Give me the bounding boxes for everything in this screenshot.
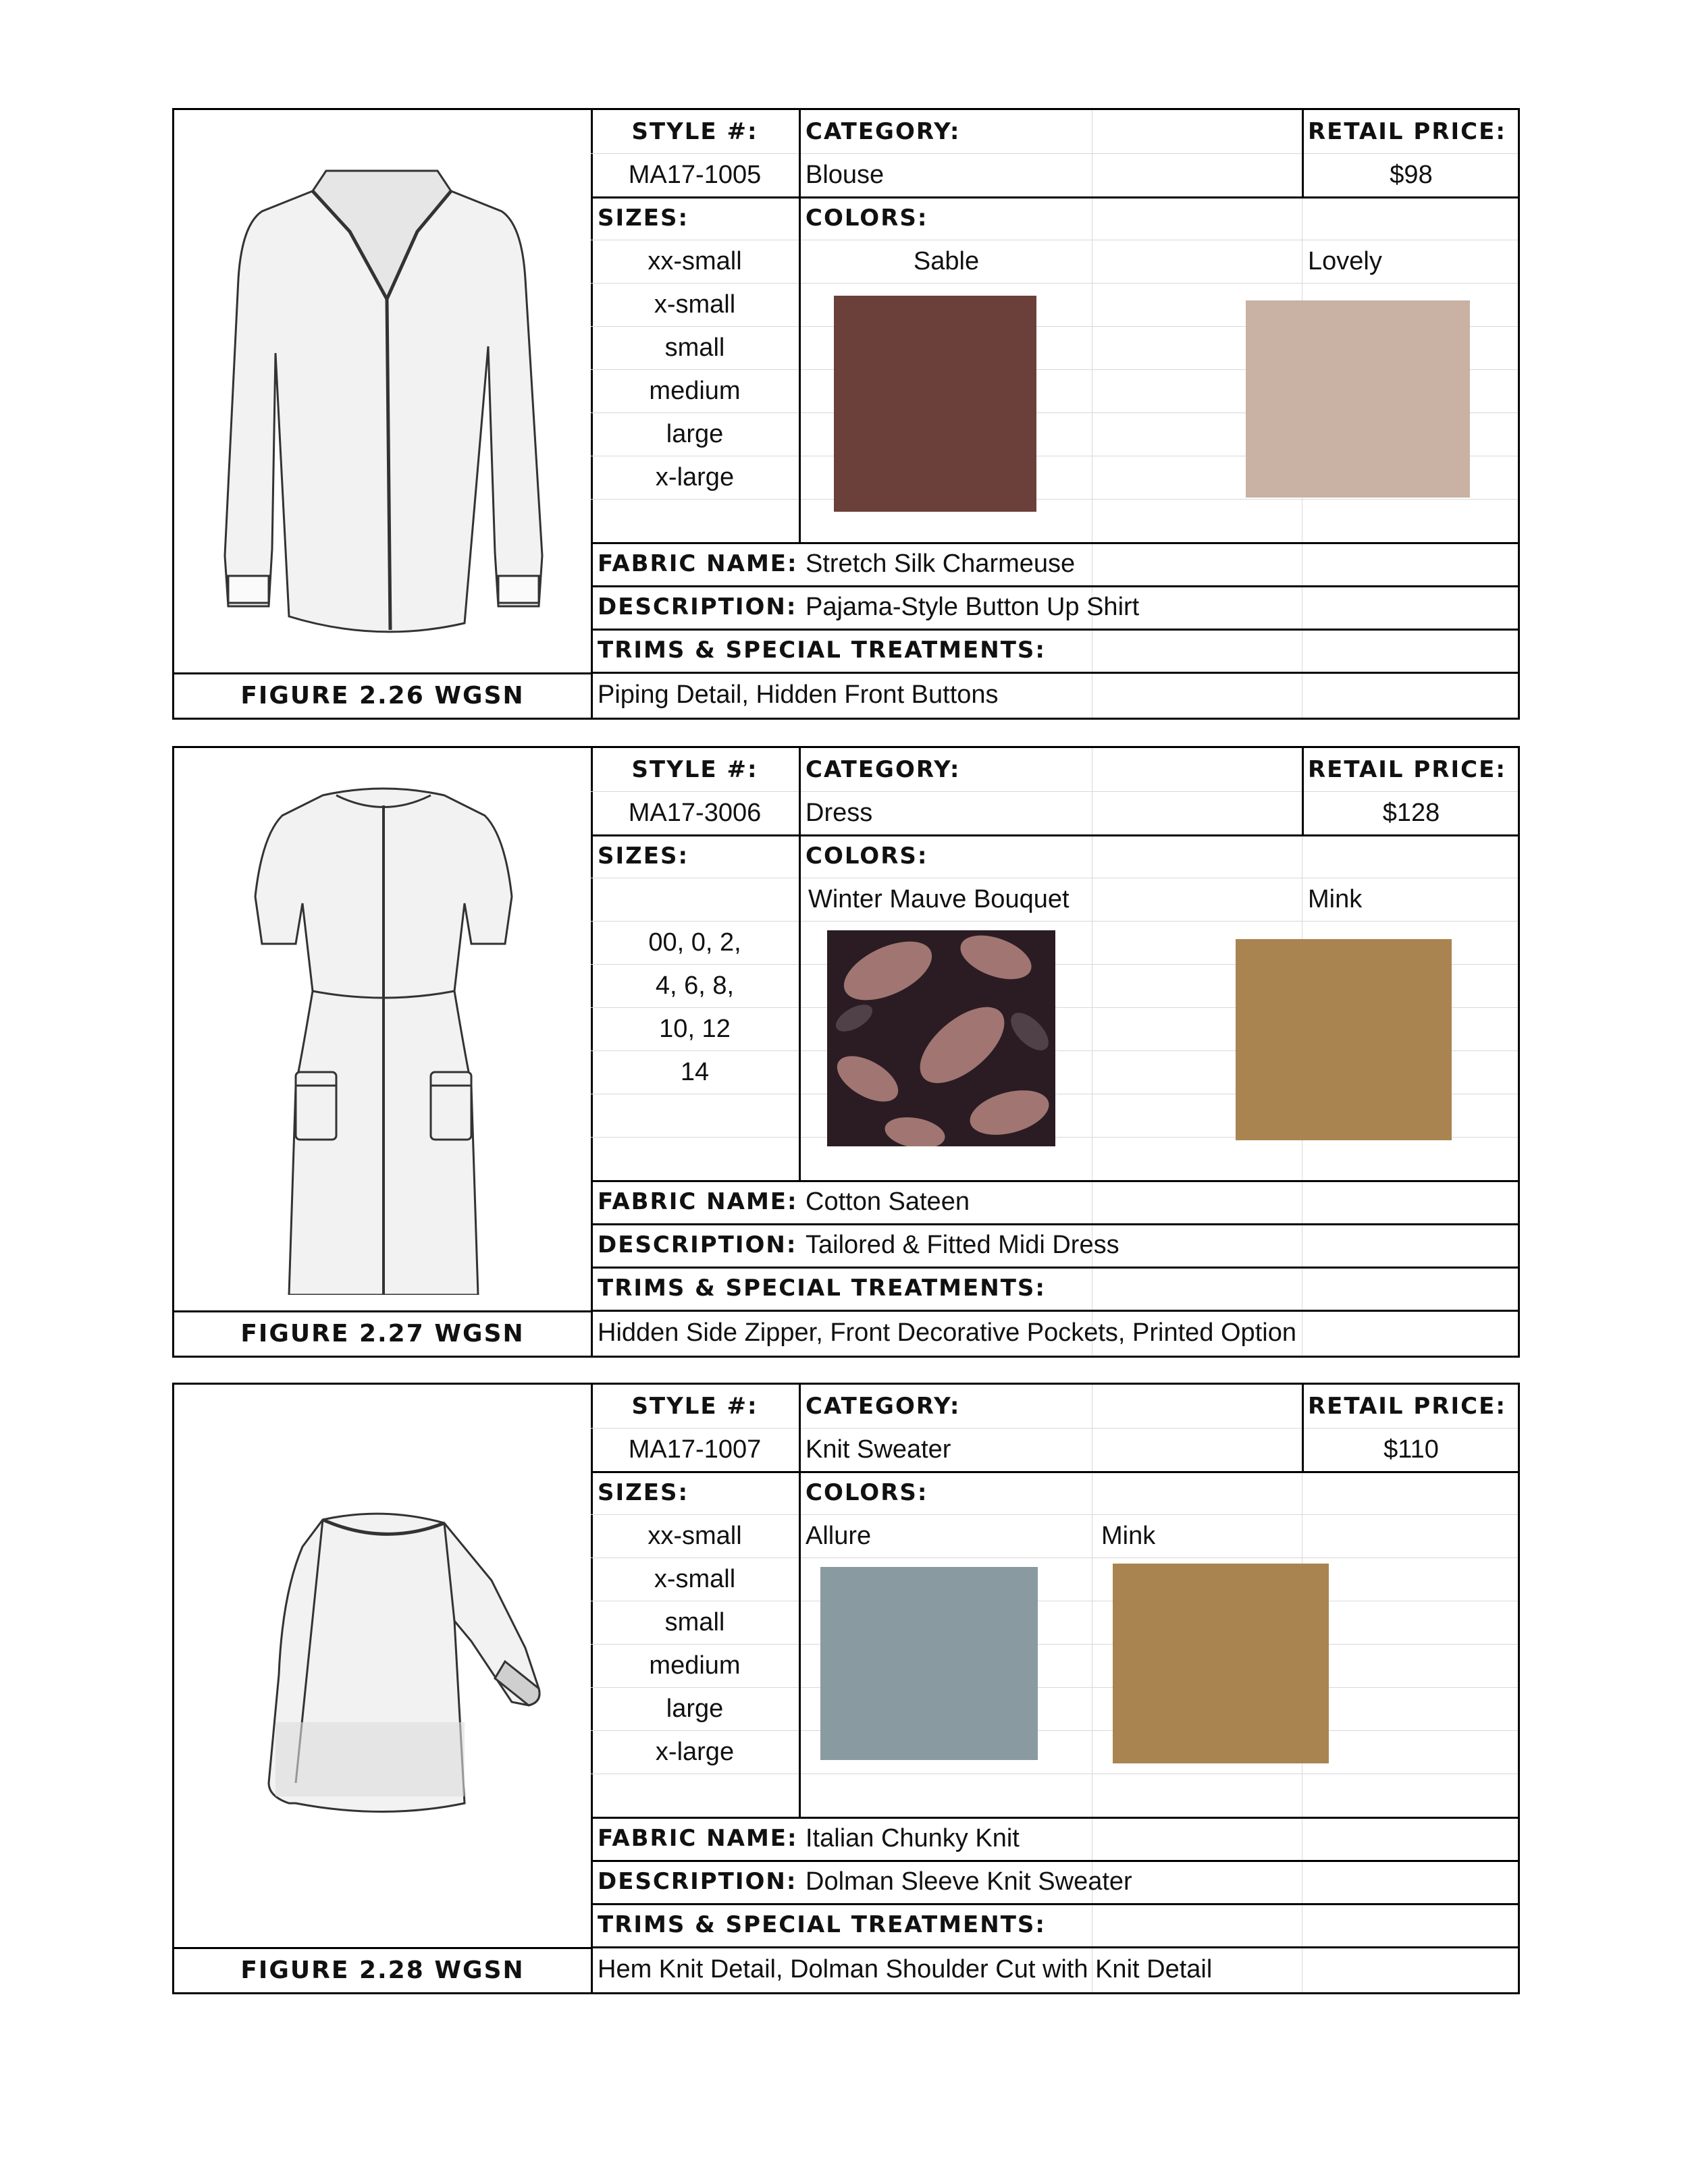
category-label: CATEGORY: (806, 756, 961, 783)
style-number: MA17-1005 (628, 161, 762, 189)
spec-card-1 (172, 108, 1520, 720)
category-label: CATEGORY: (806, 118, 961, 145)
colors-label: COLORS: (806, 1479, 928, 1506)
figure-panel (174, 1385, 593, 1992)
size-item: xx-small (648, 247, 742, 275)
size-item: xx-small (648, 1522, 742, 1550)
style-label: STYLE #: (631, 118, 758, 145)
fabric-name-label: FABRIC NAME: (598, 1188, 798, 1215)
retail-price-label: RETAIL PRICE: (1308, 118, 1506, 145)
trims-value: Hidden Side Zipper, Front Decorative Pockets, Printed Option (598, 1319, 1296, 1347)
retail-price-label: RETAIL PRICE: (1308, 756, 1506, 783)
fabric-name-label: FABRIC NAME: (598, 550, 798, 577)
retail-price-value: $98 (1390, 161, 1433, 189)
color-swatch-sable (834, 296, 1036, 512)
category-value: Knit Sweater (806, 1435, 951, 1464)
retail-price-label: RETAIL PRICE: (1308, 1393, 1506, 1420)
size-item: medium (649, 377, 741, 405)
description-label: DESCRIPTION: (598, 593, 797, 620)
floral-print-pattern (827, 930, 1055, 1146)
sweater-illustration (188, 1405, 579, 1932)
trims-label: TRIMS & SPECIAL TREATMENTS: (598, 1911, 1046, 1938)
figure-caption: FIGURE 2.26 WGSN (174, 672, 591, 718)
sizes-label: SIZES: (598, 205, 689, 232)
color-name: Sable (913, 247, 980, 275)
color-name: Lovely (1308, 247, 1382, 275)
colors-label: COLORS: (806, 843, 928, 870)
trims-value: Hem Knit Detail, Dolman Shoulder Cut with Knit Detail (598, 1955, 1213, 1983)
size-item: x-small (654, 290, 736, 319)
size-item: 4, 6, 8, (655, 971, 735, 1000)
color-swatch-winter-mauve-bouquet (827, 930, 1055, 1146)
color-name: Mink (1101, 1522, 1156, 1550)
figure-panel (174, 110, 593, 718)
description-label: DESCRIPTION: (598, 1868, 797, 1895)
spec-card-2 (172, 746, 1520, 1358)
color-name: Mink (1308, 885, 1363, 913)
retail-price-value: $128 (1382, 799, 1440, 827)
color-swatch-lovely (1246, 300, 1470, 498)
size-item: 10, 12 (659, 1015, 731, 1043)
color-swatch-allure (820, 1567, 1038, 1760)
description-value: Tailored & Fitted Midi Dress (806, 1231, 1119, 1259)
size-item: x-small (654, 1565, 736, 1593)
spec-grid (591, 748, 1518, 1356)
sizes-label: SIZES: (598, 1479, 689, 1506)
colors-label: COLORS: (806, 205, 928, 232)
fabric-name-value: Italian Chunky Knit (806, 1824, 1020, 1853)
size-item: medium (649, 1651, 741, 1680)
blouse-illustration (188, 130, 579, 657)
color-swatch-mink (1236, 939, 1452, 1140)
color-name: Allure (806, 1522, 872, 1550)
spec-grid (591, 110, 1518, 718)
figure-panel (174, 748, 593, 1356)
style-number: MA17-1007 (628, 1435, 762, 1464)
style-label: STYLE #: (631, 1393, 758, 1420)
size-item: 00, 0, 2, (648, 928, 741, 957)
sizes-label: SIZES: (598, 843, 689, 870)
size-item: 14 (680, 1058, 710, 1086)
size-item: small (664, 1608, 725, 1636)
dress-illustration (188, 768, 579, 1295)
trims-label: TRIMS & SPECIAL TREATMENTS: (598, 1275, 1046, 1302)
spec-grid (591, 1385, 1518, 1992)
color-name: Winter Mauve Bouquet (808, 885, 1070, 913)
description-value: Dolman Sleeve Knit Sweater (806, 1867, 1132, 1896)
trims-value: Piping Detail, Hidden Front Buttons (598, 681, 999, 709)
size-item: x-large (655, 1738, 735, 1766)
size-item: large (666, 420, 724, 448)
trims-label: TRIMS & SPECIAL TREATMENTS: (598, 637, 1046, 664)
category-label: CATEGORY: (806, 1393, 961, 1420)
style-label: STYLE #: (631, 756, 758, 783)
size-item: small (664, 334, 725, 362)
category-value: Blouse (806, 161, 885, 189)
spec-card-3 (172, 1383, 1520, 1994)
figure-caption: FIGURE 2.28 WGSN (174, 1947, 591, 1992)
size-item: large (666, 1695, 724, 1723)
figure-caption: FIGURE 2.27 WGSN (174, 1310, 591, 1356)
color-swatch-mink (1113, 1564, 1329, 1763)
description-label: DESCRIPTION: (598, 1231, 797, 1258)
fabric-name-value: Stretch Silk Charmeuse (806, 550, 1076, 578)
fabric-name-value: Cotton Sateen (806, 1188, 970, 1216)
retail-price-value: $110 (1383, 1435, 1439, 1464)
description-value: Pajama-Style Button Up Shirt (806, 593, 1140, 621)
category-value: Dress (806, 799, 873, 827)
fabric-name-label: FABRIC NAME: (598, 1825, 798, 1852)
size-item: x-large (655, 463, 735, 491)
style-number: MA17-3006 (628, 799, 762, 827)
